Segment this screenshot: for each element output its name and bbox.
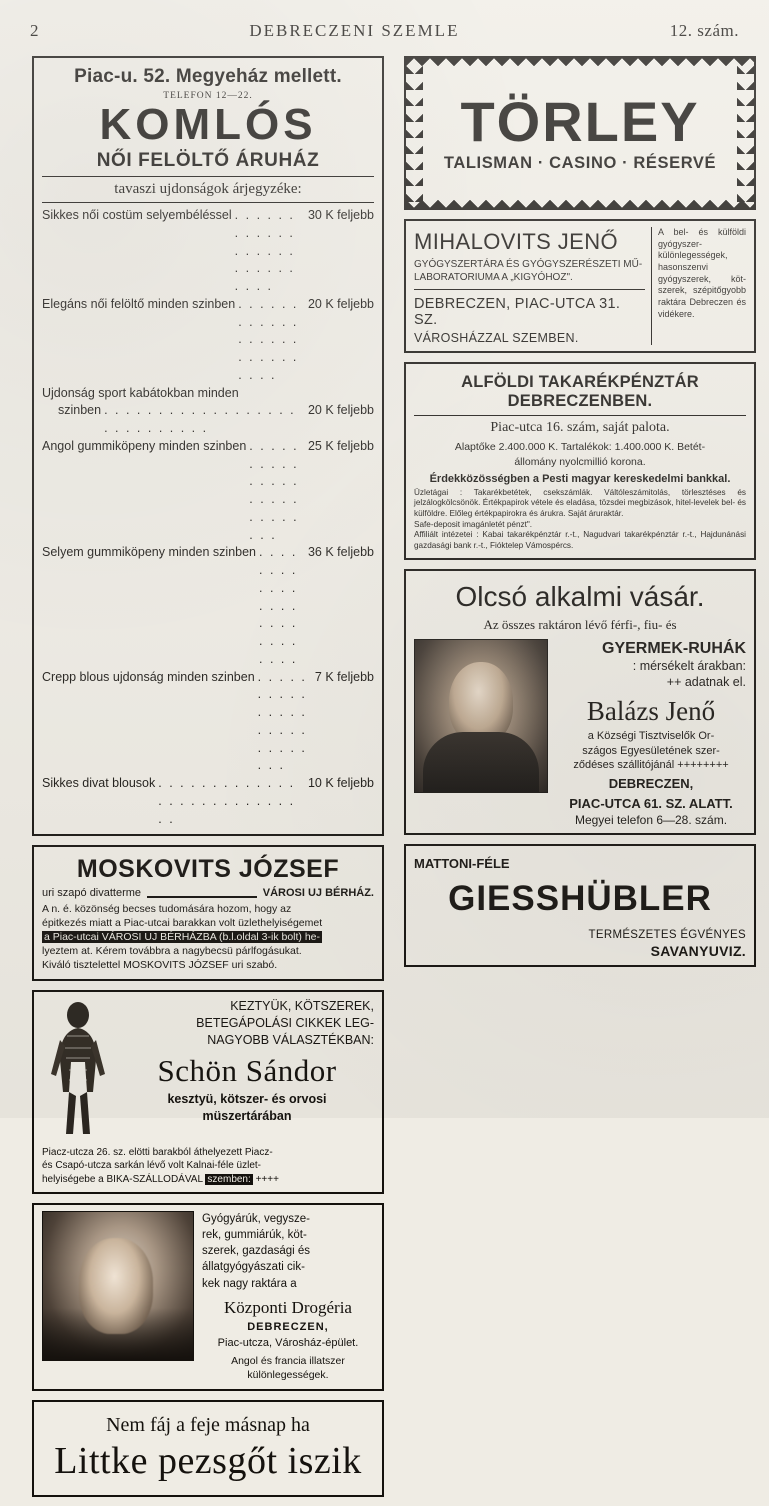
anatomy-figure bbox=[42, 998, 114, 1140]
balazs-phone: Megyei telefon 6—28. szám. bbox=[574, 812, 728, 827]
price-row bbox=[42, 402, 374, 438]
divider bbox=[42, 202, 374, 203]
price-item-name: Selyem gummiköpeny minden szinben bbox=[42, 545, 256, 560]
leader-dots: . . . . . . . . . . . . . . . . . . . . . . . . . . . . bbox=[238, 296, 299, 382]
price-item-name: szinben bbox=[58, 403, 102, 418]
price-item-name: Angol gummiköpeny minden szinben bbox=[42, 438, 247, 453]
moskovits-body bbox=[42, 903, 374, 973]
alfoldi-interest: Érdekközösségben a Pesti magyar kereskedelmi bankkal. bbox=[429, 472, 731, 485]
moskovits-body-line: A n. é. közönség becses tudomására hozom, hogy az bbox=[42, 903, 292, 916]
folio-left: 2 bbox=[30, 21, 39, 40]
moskovits-title: MOSKOVITS JÓZSEF bbox=[76, 855, 340, 884]
alfoldi-capital-2: állomány nyolcmillió korona. bbox=[514, 455, 646, 468]
komlos-subtitle: NŐI FELÖLTŐ ÁRUHÁZ bbox=[96, 150, 320, 171]
moskovits-right: VÁROSI UJ BÉRHÁZ. bbox=[262, 887, 374, 900]
alfoldi-small-2: Safe-deposit imagánletét pénzt". bbox=[414, 519, 533, 529]
price-row bbox=[42, 385, 374, 403]
balazs-body-1: a Községi Tisztviselők Or- bbox=[587, 730, 715, 743]
zigzag-border-left bbox=[406, 58, 423, 208]
leader-dots: . . . . . . . . . . . . . . . . . . . . . . . . . . . . bbox=[259, 545, 298, 666]
balazs-city: DEBRECZEN, bbox=[608, 775, 694, 791]
schon-name: Schön Sándor bbox=[157, 1052, 337, 1088]
balazs-body-2: szágos Egyesületének szer- bbox=[582, 744, 720, 757]
torley-products: TALISMAN · CASINO · RÉSERVÉ bbox=[443, 153, 717, 172]
mattoni-foot-1: TERMÉSZETES ÉGVÉNYES bbox=[588, 928, 746, 941]
schon-top-line: KEZTYÜK, KÖTSZEREK, bbox=[230, 999, 374, 1014]
zigzag-border-bottom bbox=[406, 191, 754, 208]
schon-foot-line: és Csapó-utcza sarkán lévő volt Kalnai-féle üzlet- bbox=[42, 1160, 261, 1172]
moskovits-body-line bbox=[42, 931, 374, 945]
leader-dots: . . . . . . . . . . . . . . . . . . . . . . . . . . . . bbox=[249, 438, 299, 542]
alfoldi-small-1: Üzletágai : Takarékbetétek, csekszámlák. Váltóleszámitolás, törlesztéses és jelzálogkölcsönök. Értékpapirok vétele és eladása, tözsdei megbizások, hitel-levelek bel- és külföldre. Előleg értékpapirokra és árukra. Saját áruraktár. bbox=[414, 487, 746, 519]
torley-brand: TÖRLEY bbox=[460, 89, 700, 153]
moskovits-body-line: Kiváló tisztelettel MOSKOVITS JÓZSEF uri szabó. bbox=[42, 959, 278, 972]
price-item-name: Elegáns női felöltő minden szinben bbox=[42, 296, 236, 311]
mihalovits-side-note: A bel- és külföldi gyógyszerkülönlegességek, hasonszenvi gyógyszerek, kötszerek, szépitőgyobb raktára Debreczen és vidékere. bbox=[651, 227, 746, 345]
alfoldi-subtitle: Piac-utca 16. szám, saját palota. bbox=[490, 420, 670, 436]
balazs-line-1: GYERMEK-RUHÁK bbox=[602, 639, 746, 657]
price-item-name: Crepp blous ujdonság minden szinben bbox=[42, 669, 255, 684]
leader-dots: . . . . . . . . . . . . . . . . . . . . . . . . . . . . bbox=[234, 208, 295, 293]
littke-line-2: Littke pezsgőt iszik bbox=[54, 1439, 362, 1482]
moskovits-highlight: a Piac-utcai VÁROSI UJ BÉRHÁZBA (b.l.oldal 3-ik bolt) he- bbox=[44, 931, 321, 944]
human-figure-icon bbox=[45, 1000, 111, 1140]
drogeria-name: Központi Drogéria bbox=[224, 1297, 352, 1317]
mattoni-brand: GIESSHÜBLER bbox=[448, 878, 712, 918]
schon-footer bbox=[42, 1146, 374, 1186]
mihalovits-address: DEBRECZEN, PIAC-UTCA 31. SZ. bbox=[414, 296, 621, 329]
price-item-name: Ujdonság sport kabátokban minden bbox=[42, 385, 239, 400]
price-item-name: Sikkes női costüm selyembéléssel bbox=[42, 208, 232, 222]
littke-line-1: Nem fáj a feje másnap ha bbox=[106, 1413, 310, 1436]
balazs-body-3: ződéses szállitójánál ++++++++ bbox=[573, 759, 729, 772]
drogeria-line: rek, gummiárúk, köt- bbox=[202, 1229, 307, 1242]
alfoldi-small-3: Affiliált intézetei : Kabai takarékpénztár r.-t., Nagudvari takarékpénztár r.-t., Hajdunánási gazdasági bank r.-t., Fióktelep Vámospércs. bbox=[414, 530, 746, 550]
drogeria-foot-line: különlegességek. bbox=[247, 1368, 329, 1381]
ad-alfoldi-takarekpenztar[interactable] bbox=[404, 362, 756, 559]
ad-balazs-jeno[interactable] bbox=[404, 569, 756, 835]
moskovits-left: uri szapó divatterme bbox=[42, 887, 142, 900]
ad-littke[interactable] bbox=[32, 1400, 384, 1497]
schon-top-line: BETEGÁPOLÁSI CIKKEK LEG- bbox=[196, 1015, 374, 1030]
divider bbox=[414, 289, 645, 290]
ad-komlos[interactable] bbox=[32, 56, 384, 836]
divider bbox=[414, 415, 746, 416]
price-item-value: 25 K feljebb bbox=[307, 438, 374, 453]
drogeria-city: DEBRECZEN, bbox=[247, 1321, 329, 1334]
leader-dots: . . . . . . . . . . . . . . . . . . . . . . . . . . . . bbox=[104, 403, 296, 435]
right-column bbox=[404, 56, 756, 976]
moskovits-body-line: épitkezés miatt a Piac-utcai barakkan volt üzlethelyiségemet bbox=[42, 917, 323, 930]
schon-sub-line: kesztyü, kötszer- és orvosi bbox=[167, 1091, 327, 1106]
issue-number: 12. szám. bbox=[669, 21, 739, 40]
drogeria-foot-line: Angol és francia illatszer bbox=[231, 1355, 345, 1368]
drogeria-line: kek nagy raktára a bbox=[202, 1277, 297, 1290]
portrait-photo bbox=[42, 1211, 194, 1361]
schon-foot-line bbox=[42, 1173, 374, 1186]
schon-foot-line: Piacz-utcza 26. sz. elötti barakból áthelyezett Piacz- bbox=[42, 1147, 273, 1159]
balazs-line-3: ++ adatnak el. bbox=[666, 675, 746, 690]
mattoni-foot-2: SAVANYUVIZ. bbox=[650, 942, 746, 959]
divider bbox=[42, 176, 374, 177]
price-item-value: 20 K feljebb bbox=[307, 296, 374, 311]
price-row bbox=[42, 296, 374, 385]
ad-moskovits[interactable] bbox=[32, 845, 384, 981]
mattoni-top: MATTONI-FÉLE bbox=[414, 855, 510, 871]
price-row bbox=[42, 438, 374, 545]
mihalovits-address-2: VÁROSHÁZZAL SZEMBEN. bbox=[414, 331, 579, 346]
komlos-title: KOMLÓS bbox=[99, 100, 317, 149]
komlos-list-head: tavaszi ujdonságok árjegyzéke: bbox=[114, 181, 302, 197]
drogeria-line: állatgyógyászati cik- bbox=[202, 1261, 305, 1274]
moskovits-subline bbox=[42, 887, 374, 899]
drogeria-line: Gyógyárúk, vegysze- bbox=[202, 1213, 311, 1226]
schon-top-line: NAGYOBB VÁLASZTÉKBAN: bbox=[207, 1032, 374, 1047]
price-item-value: 10 K feljebb bbox=[307, 776, 374, 790]
price-row bbox=[42, 207, 374, 296]
balazs-title: Olcsó alkalmi vásár. bbox=[455, 580, 705, 612]
drogeria-line: szerek, gazdasági és bbox=[202, 1245, 311, 1258]
price-row bbox=[42, 775, 374, 828]
drogeria-address: Piac-utcza, Városház-épület. bbox=[217, 1336, 359, 1349]
moskovits-body-line: lyeztem at. Kérem továbbra a nagybecsü párlfogásukat. bbox=[42, 945, 302, 958]
ad-kozponti-drogeria[interactable] bbox=[32, 1203, 384, 1390]
price-row bbox=[42, 669, 374, 776]
drogeria-foot bbox=[202, 1355, 374, 1382]
schon-foot-dots: ++++ bbox=[255, 1173, 279, 1185]
schon-top-lines bbox=[120, 998, 374, 1049]
drogeria-text bbox=[202, 1211, 374, 1382]
price-item-value: 36 K feljebb bbox=[307, 545, 374, 560]
alfoldi-title: ALFÖLDI TAKARÉKPÉNZTÁR DEBRECZENBEN. bbox=[461, 373, 699, 411]
ad-torley[interactable] bbox=[404, 56, 756, 210]
schon-sub bbox=[120, 1091, 374, 1125]
page-title: DEBRECZENI SZEMLE bbox=[249, 21, 460, 40]
schon-foot-text: helyiségebe a BIKA-SZÁLLODÁVAL bbox=[42, 1173, 203, 1185]
mihalovits-line-1: GYÓGYSZERTÁRA ÉS GYÓGYSZERÉSZETI MŰ- bbox=[414, 259, 643, 270]
balazs-address: PIAC-UTCA 61. SZ. ALATT. bbox=[569, 795, 733, 811]
price-item-value: 7 K feljebb bbox=[314, 669, 374, 684]
komlos-telephone: TELEFON 12—22. bbox=[163, 91, 253, 101]
leader-dots: . . . . . . . . . . . . . . . . . . . . . . . . . . . . bbox=[257, 669, 307, 773]
alfoldi-capital-1: Alaptőke 2.400.000 K. Tartalékok: 1.400.000 K. Betét- bbox=[454, 441, 706, 454]
price-item-value: 30 K feljebb bbox=[307, 208, 374, 222]
zigzag-border-top bbox=[406, 58, 754, 75]
mihalovits-title: MIHALOVITS JENŐ bbox=[414, 229, 619, 254]
price-row bbox=[42, 544, 374, 668]
mihalovits-line-2: LABORATORIUMA A „KIGYÓHOZ". bbox=[414, 272, 573, 284]
ad-schon-sandor[interactable] bbox=[32, 990, 384, 1194]
schon-sub-line: müszertárában bbox=[202, 1108, 292, 1123]
running-head bbox=[30, 18, 739, 44]
komlos-head: Piac-u. 52. Megyeház mellett. bbox=[74, 66, 342, 87]
balazs-line-2: : mérsékelt árakban: bbox=[632, 658, 746, 673]
portrait-photo bbox=[414, 639, 548, 793]
balazs-subtitle: Az összes raktáron lévő férfi-, fiu- és bbox=[483, 616, 677, 632]
balazs-name: Balázs Jenő bbox=[586, 696, 716, 727]
price-item-name: Sikkes divat blousok bbox=[42, 776, 156, 790]
price-item-value: 20 K feljebb bbox=[307, 403, 374, 418]
leader-dots: . . . . . . . . . . . . . . . . . . . . . . . . . . . . bbox=[158, 776, 296, 826]
schon-highlight: szemben: bbox=[207, 1173, 251, 1185]
ad-mihalovits[interactable] bbox=[404, 219, 756, 353]
ad-mattoni-giesshubler[interactable] bbox=[404, 844, 756, 967]
left-column bbox=[32, 56, 384, 1506]
komlos-price-list bbox=[42, 207, 374, 828]
rule-segment bbox=[147, 889, 257, 898]
zigzag-border-right bbox=[737, 58, 754, 208]
